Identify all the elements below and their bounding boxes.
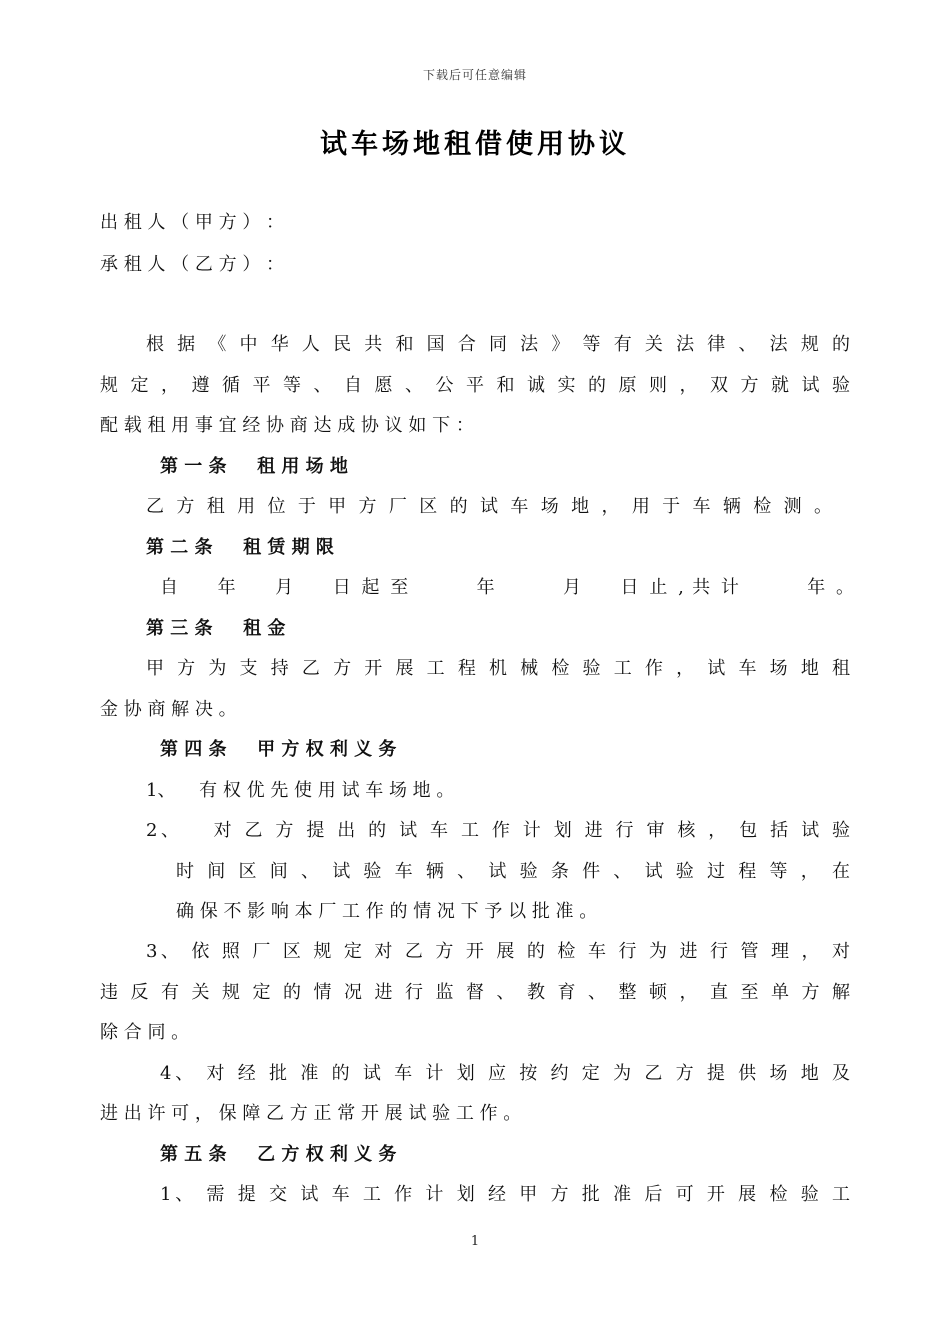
article-4-item-4-line-2: 进 出 许 可 ， 保 障 乙 方 正 常 开 展 试 验 工 作 。 — [100, 1103, 522, 1124]
lessor-line: 出 租 人 （ 甲 方 ） ： — [100, 212, 285, 233]
intro-line-1: 根 据 《 中 华 人 民 共 和 国 合 同 法 》 等 有 关 法 律 、 法 规 的 — [146, 334, 850, 355]
article-4-item-4-line-1: 4、 对 经 批 准 的 试 车 计 划 应 按 约 定 为 乙 方 提 供 场 地 及 — [160, 1063, 850, 1084]
article-3-heading: 第 三 条 租 金 — [146, 618, 286, 639]
intro-line-2: 规 定 ， 遵 循 平 等 、 自 愿 、 公 平 和 诚 实 的 原 则 ， 双 方 就 试 验 — [100, 375, 850, 396]
article-4-item-2-line-3: 确 保 不 影 响 本 厂 工 作 的 情 况 下 予 以 批 准 。 — [176, 901, 598, 922]
article-4-heading: 第 四 条 甲 方 权 利 义 务 — [160, 739, 397, 760]
article-1-heading: 第 一 条 租 用 场 地 — [160, 456, 348, 477]
article-2-line-1: 自 年 月 日 起 至 年 月 日 止 , 共 计 年 。 — [160, 577, 854, 598]
article-5-item-1-line-1: 1、 需 提 交 试 车 工 作 计 划 经 甲 方 批 准 后 可 开 展 检 验 工 — [160, 1184, 850, 1205]
article-4-item-1: 1、 有 权 优 先 使 用 试 车 场 地 。 — [146, 780, 455, 801]
article-3-line-1: 甲 方 为 支 持 乙 方 开 展 工 程 机 械 检 验 工 作 ， 试 车 场 地 租 — [146, 658, 850, 679]
article-4-item-2-line-2: 时 间 区 间 、 试 验 车 辆 、 试 验 条 件 、 试 验 过 程 等 ， 在 — [176, 861, 850, 882]
page-number: 1 — [470, 1234, 480, 1249]
lessee-line: 承 租 人 （ 乙 方 ） ： — [100, 254, 285, 275]
article-4-item-3-line-2: 违 反 有 关 规 定 的 情 况 进 行 监 督 、 教 育 、 整 顿 ， 直 至 单 方 解 — [100, 982, 850, 1003]
article-1-line-1: 乙 方 租 用 位 于 甲 方 厂 区 的 试 车 场 地 ， 用 于 车 辆 检 测 。 — [146, 496, 832, 517]
article-4-item-3-line-1: 3、 依 照 厂 区 规 定 对 乙 方 开 展 的 检 车 行 为 进 行 管 理 ， 对 — [146, 941, 850, 962]
article-2-heading: 第 二 条 租 赁 期 限 — [146, 537, 334, 558]
article-5-heading: 第 五 条 乙 方 权 利 义 务 — [160, 1144, 397, 1165]
header-note: 下载后可任意编辑 — [422, 68, 527, 82]
intro-line-3: 配 载 租 用 事 宜 经 协 商 达 成 协 议 如 下 ： — [100, 415, 474, 436]
article-3-line-2: 金 协 商 解 决 。 — [100, 699, 237, 720]
article-4-item-3-line-3: 除 合 同 。 — [100, 1022, 190, 1043]
document-title: 试车场地租借使用协议 — [320, 129, 630, 160]
article-4-item-2-line-1: 2、 对 乙 方 提 出 的 试 车 工 作 计 划 进 行 审 核 ， 包 括 试 验 — [146, 820, 850, 841]
